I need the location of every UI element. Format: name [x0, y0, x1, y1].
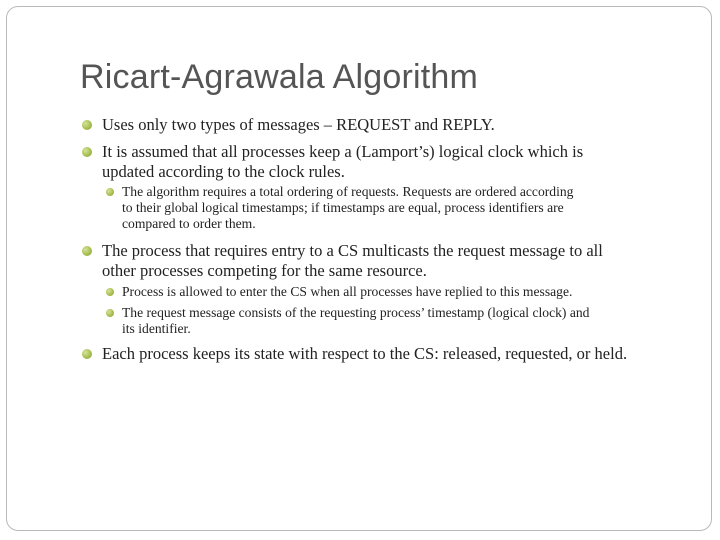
bullet-messages: [102, 115, 495, 135]
bullet-text: The algorithm requires a total ordering of requests. Requests are ordered according: [122, 184, 574, 199]
bullet-dot-icon: [82, 120, 92, 130]
bullet-text: updated according to the clock rules.: [102, 162, 345, 181]
bullet-dot-icon: [82, 349, 92, 359]
bullet-lamport-clock: [102, 142, 583, 182]
subbullet-enter-cs: [122, 284, 572, 300]
bullet-process-state: [102, 344, 627, 364]
bullet-text: other processes competing for the same resource.: [102, 261, 427, 280]
bullet-text: Each process keeps its state with respect to the CS: released, requested, or held.: [102, 344, 628, 363]
subbullet-total-ordering: [122, 184, 573, 232]
bullet-dot-icon: [106, 309, 114, 317]
bullet-text: compared to order them.: [122, 216, 256, 231]
bullet-text: The process that requires entry to a CS multicasts the request message to all: [102, 241, 603, 260]
bullet-text: It is assumed that all processes keep a (Lamport’s) logical clock which is: [102, 142, 584, 161]
bullet-text: The request message consists of the requesting process’ timestamp (logical clock) and: [122, 305, 590, 320]
slide-title: Ricart-Agrawala Algorithm: [80, 58, 479, 96]
bullet-dot-icon: [106, 288, 114, 296]
bullet-cs-multicast: [102, 241, 603, 281]
bullet-dot-icon: [106, 188, 114, 196]
bullet-text: to their global logical timestamps; if timestamps are equal, process identifiers are: [122, 200, 564, 215]
bullet-text: its identifier.: [122, 321, 191, 336]
bullet-text: Process is allowed to enter the CS when all processes have replied to this message.: [122, 284, 573, 299]
subbullet-request-message: [122, 305, 589, 337]
bullet-text: Uses only two types of messages – REQUEST and REPLY.: [102, 115, 495, 134]
bullet-dot-icon: [82, 246, 92, 256]
bullet-dot-icon: [82, 147, 92, 157]
